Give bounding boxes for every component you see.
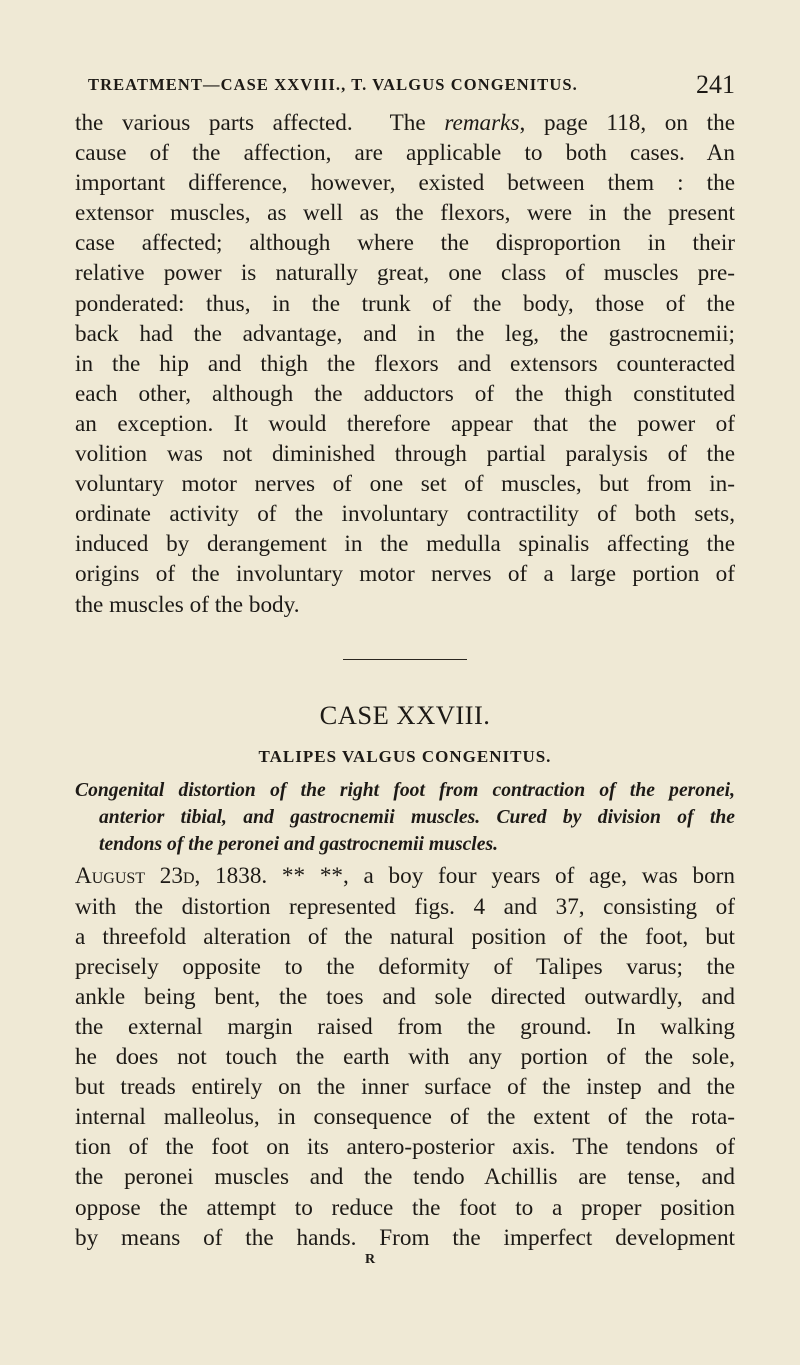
text-line: ponderated: thus, in the trunk of the body, those of the — [75, 290, 735, 317]
text-line: voluntary motor nerves of one set of muscles, but from in- — [75, 471, 735, 498]
text-line: but treads entirely on the inner surface of the instep and the — [75, 1074, 735, 1101]
case-description — [75, 861, 735, 1252]
text-line: in the hip and thigh the flexors and extensors counteracted — [75, 350, 735, 377]
text-line: he does not touch the earth with any portion of the sole, — [75, 1044, 735, 1071]
text-line: tion of the foot on its antero-posterior axis. The tendons of — [75, 1134, 735, 1161]
text-line: precisely opposite to the deformity of Talipes varus; the — [75, 953, 735, 980]
case-title: CASE XXVIII. — [319, 699, 491, 730]
text-line: ankle being bent, the toes and sole directed outwardly, and — [75, 983, 735, 1010]
abstract-line: tendons of the peronei and gastrocnemii muscles. — [99, 834, 498, 856]
text-line: the muscles of the body. — [75, 591, 300, 618]
text-line: cause of the affection, are applicable to both cases. An — [75, 140, 735, 167]
running-head-title: TREATMENT—CASE XXVIII., T. VALGUS CONGENITUS. — [88, 75, 578, 94]
book-page — [75, 62, 735, 1269]
text-line: the peronei muscles and the tendo Achillis are tense, and — [75, 1164, 735, 1191]
text-line: with the distortion represented figs. 4 and 37, consisting of — [75, 893, 735, 920]
page-number: 241 — [696, 70, 735, 99]
text-line — [75, 861, 735, 891]
text-line: the external margin raised from the ground. In walking — [75, 1013, 735, 1040]
abstract-line: anterior tibial, and gastrocnemii muscles. Cured by division of the — [99, 806, 735, 828]
text-line: important difference, however, existed between them : the — [75, 170, 735, 197]
text-line-rest: ** **, a boy four years of age, was born — [267, 863, 735, 890]
paragraph-continuation — [75, 108, 735, 620]
text-line: internal malleolus, in consequence of the extent of the rota- — [75, 1104, 735, 1131]
text-line: extensor muscles, as well as the flexors, were in the present — [75, 200, 735, 227]
text-line: induced by derangement in the medulla spinalis affecting the — [75, 531, 735, 558]
text-line: relative power is naturally great, one class of muscles pre- — [75, 260, 735, 287]
text-line: origins of the involuntary motor nerves of a large portion of — [75, 561, 735, 588]
text-line: a threefold alteration of the natural position of the foot, but — [75, 923, 735, 950]
text-line: case affected; although where the disproportion in their — [75, 230, 735, 257]
case-subtitle: TALIPES VALGUS CONGENITUS. — [258, 746, 552, 766]
text-line: an exception. It would therefore appear that the power of — [75, 410, 735, 437]
text-line: the various parts affected. The remarks, page 118, on the — [75, 110, 735, 136]
running-head — [75, 62, 735, 108]
text-line: volition was not diminished through partial paralysis of the — [75, 441, 735, 468]
case-date: August 23d, 1838. — [75, 863, 268, 890]
text-line: back had the advantage, and in the leg, the gastrocnemii; — [75, 320, 735, 347]
section-divider — [343, 659, 467, 660]
case-abstract — [75, 777, 735, 859]
abstract-line: Congenital distortion of the right foot from contraction of the peronei, — [75, 779, 735, 801]
text-line: ordinate activity of the involuntary contractility of both sets, — [75, 501, 735, 528]
text-line: oppose the attempt to reduce the foot to a proper position — [75, 1194, 735, 1221]
signature-mark: R — [365, 1251, 376, 1267]
text-line: by means of the hands. From the imperfect development — [75, 1224, 735, 1251]
text-line: each other, although the adductors of the thigh constituted — [75, 380, 735, 407]
